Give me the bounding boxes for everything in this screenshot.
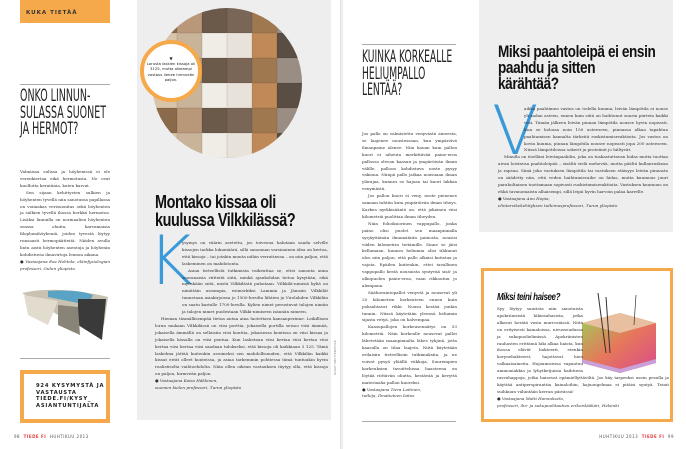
divider	[20, 358, 110, 359]
cat-face-tile	[227, 108, 252, 133]
paragraph	[497, 306, 669, 396]
cat-face-tile	[202, 8, 227, 33]
teen-title: Miksi teini haisee?	[497, 292, 561, 303]
promo-box[interactable]	[20, 370, 110, 423]
right-page	[343, 0, 686, 449]
answerer: ● Vastaajana Kaisa Häkkinen, suomen kielen professori, Turun yliopisto	[155, 378, 242, 391]
cat-face-tile	[202, 83, 227, 108]
cat-face-tile	[202, 108, 227, 133]
paragraph: Minulla on itselläni leivänpaahdin, joka on tuskastuttavan hidas mutta tuottaa aivan loistavaa paahtoleipää – sisältä vielä mehevää, mutta päältä kullanruskeaa ja rapeaa. Siinä joko vastuksen lämpötila tai vastuksen etäisyys leivän pinnasta on säädetty niin, että veden haihtumisvaihe on hidas, mutta kuumuus juuri parahultainen tuottamaan sopivasti ruskistumisreaktioita. Vastuksen kuumuus on ehkä tavanomaista alhaisempi, sillä leipä hyvin harvoin palaa karrelle.	[498, 154, 668, 194]
issue: HUHTIKUU 2013	[599, 434, 639, 439]
cat-face-tile	[227, 83, 252, 108]
helium-title: KUINKA KORKEALLE HELIUMPALLO LENTÄÄ?	[362, 47, 453, 100]
drop-cap: K	[148, 222, 193, 301]
answerer-title: professori, iho- ja sukupuolitautien erikoislääkäri, Helsinki	[497, 402, 620, 408]
cat-face-tile	[252, 83, 277, 108]
divider	[20, 84, 110, 85]
answerer: ● Vastaajana Esa Hohtola, eläinfysiologian professori, Oulun yliopisto	[20, 258, 110, 271]
feather-body	[20, 169, 110, 273]
paragraph: ysymys on väärin asetettu, jos toiveena halutaan saada selville kissojen tarkka lukumäärä, sillä sanonnan varsinainen idea on kertoa, että kissoja – tai jotakin muuta niihin verrattavaa – on niin paljon, että laskeminen on mahdotonta.	[182, 240, 328, 266]
page-number: 99	[667, 434, 674, 439]
feather-title: ONKO LINNUN-SULASSA SUONET JA HERMOT?	[20, 86, 107, 139]
cat-caption-bubble	[140, 40, 202, 102]
answerer: ● Vastaajana Anu Hopia, elintarvikekehityksen tutkimusprofessori, Turun yliopisto	[498, 195, 618, 208]
paragraph: Kaasupallojen korkeusennätys on 53 kilometriä. Näin korkealle nousevat pallot lähetetään maanpinnalta lähes tyhjinä, jotta kaasulla on tilaa laajeta. Niitä käytetään erilaisiin tieteellisiin tutkimuksiin, ja ne voivat pysyä yläällä viikkoja. Suurempien korkeuksien tavoittelussa haasteena on löytää riittävän ohutta, kestävää ja kevyttä materiaalia pallon kuoreksi.	[362, 324, 457, 385]
helium-body	[362, 131, 457, 400]
paragraph: Jos pallo on valmistettu venyvästä aineesta, se laajenee noustessaan, kun ympäröivä ilmanpaine alenee. Niin kauan kuin pallon kuori ei aiheuta merkittävää paine-eroa pallossa olevan kaasun ja ympäröivän ilman välille, palloon kohdistuva noste pysyy vakiona. Niinpä pallo jatkaa nousuaan ilman ylärajaa, kunnes se hajoaa tai kuori lakkaa venymästä.	[362, 131, 457, 192]
divider	[362, 44, 456, 45]
cat-face-tile	[202, 133, 227, 158]
paragraph: aikka paahtimen vastus on todella kuuma, leivän lämpötila ei nouse yli sadan asteen, ennen kuin siitä on haihtunut suurin piirtein kaikki vesi. Tämän jälkeen leivän pinnan lämpötila nousee hyvin nopeasti. Kun se kohoaa noin 150 asteeseen, pinnassa alkaa tapahtua paahtamisen kannalta tärkeitä ruskistumisreaktioita. Jos vastus on kovin kuuma, pinnan lämpötila nousee nopeasti jopa 200 asteeseen. Niissä lämpötiloissa sokerit ja proteiinit jo hiiltyvät.	[524, 106, 668, 153]
paragraph: Näin folioikuorinen vappupallo, jonka paino olisi puolet sen maanpinnalla syrjäyttämän ilmamäärän painosta, nousisi viiden kilometrin tietämille. Sinne se jäisi kellumaan, kunnes heliumia olisi tihkunut ulos niin paljon, että pallo alkaisi kutistua ja vajota. Epäilen kuitenkin, ettei tavallinen vappupallo kestä nousuista syntyvää sisä- ja ulkopuolen paine-eroa, vaan rikkoutuu jo alempana.	[362, 220, 457, 288]
section-tag: KUKA TIETÄÄ	[20, 0, 110, 23]
page-footer	[599, 434, 674, 439]
brand: TIEDE FI	[23, 434, 47, 439]
toast-title: Miksi paahtoleipä ei ensin paahdu ja sitten kärähtää?	[498, 42, 656, 93]
cat-face-tile	[177, 108, 202, 133]
cat-face-tile	[277, 58, 302, 83]
cats-title: Montako kissaa oli kuulussa Vilkkilässä?	[155, 192, 296, 230]
photo-credit: KUVAT SHUTTERSTOCK	[333, 340, 337, 375]
answerer-name: Vastaajana Tiera Laitinen,	[366, 386, 422, 392]
cat-face-tile	[252, 108, 277, 133]
issue: HUHTIKUU 2013	[49, 434, 89, 439]
cat-face-tile	[227, 133, 252, 158]
paragraph: Sen sijaan kehittyvien sulkien ja höyhenten tyvellä niin sanotussa papillassa on voimakas verisuonitus sekä höyhenten ja sulkien tyvellä ihossa herkkä hermotus. Lisäksi linnuilla on normaalien höyhenten seassa ohuita, karvamaisia filoplumihöyheniä, joiden tyvestä löytyy runsaasti hermopäätteitä. Näiden avulla lintu aistii höyhenten asentoja ja höyhenin kohdistuvia ilmavirtoja lennon aikana.	[20, 189, 110, 257]
teen-body	[497, 306, 669, 410]
drop-cap: V	[492, 92, 539, 171]
paragraph-text: Syy löytyy suurista niin sanotuista apokriinisistä hikirauhasista, jotka alkavat herätä vasta murrosiässä. Niitä on erityisesti kainaloissa, nivusseudussa ja sukupuolielimissä. Apokriinisten rauhasten erittämä hiki alkaa haista, kun ihossa elävät bakteerit, etenkin korynebakteerit, hajottavat hien valkuaisaineita. Hajoamisessa vapautuu ammoniakkia ja lyhytketjuisia haihtuvia rasvahappoja, jotka haisevat epämiellyttäviltä. Jos käy tarpeeksi usein pesulla ja käyttää antiperspiranttia kainaloihin, hajuongelmaa ei pitäisi syntyä. Teinit suihkuun vähintään kerran päivässä!	[497, 306, 669, 394]
cat-face-tile	[202, 33, 227, 58]
paragraph: Jos pallon kuori ei veny, noste pienenee samaan tahtiin kuin ympäröivän ilman tiheys. Karkea nyrkkisääntö on, että jokainen viisi kilometriä puolittaa ilman tiheyden.	[362, 193, 457, 219]
cat-face-tile	[202, 58, 227, 83]
cat-face-tile	[227, 8, 252, 33]
answerer-text: Vastaajana Esa Hohtola, eläinfysiologian professori, Oulun yliopisto	[20, 258, 110, 271]
bubble-text: Lorusta laskien kissoja oli 3125, mutta oikeampi vastaus lienee hirmvеän paljon.	[146, 61, 196, 82]
cat-face-tile	[227, 33, 252, 58]
cat-face-tile	[252, 58, 277, 83]
answerer-name: Vastaajana Kaisa Häkkinen,	[159, 378, 218, 384]
brand: TIEDE FI	[641, 434, 665, 439]
cat-face-tile	[227, 58, 252, 83]
answerer-title: suomen kielen professori, Turun yliopisto	[155, 385, 242, 391]
answerer: ● Vastaajana Matti Hannuksela, professori, iho- ja sukupuolitautien erikoislääkäri, Helsinki	[497, 395, 620, 408]
teen-box	[481, 268, 673, 422]
answerer-name: Vastaajana Anu Hopia,	[502, 195, 550, 201]
paragraph: Valmiissa sulissa ja höyhenissä ei ole verenkiertoa eikä hermotusta. Ne ovat kuollutta keratiinia, kuten karvat.	[20, 169, 110, 188]
bird-wing-image	[18, 285, 110, 343]
left-page	[0, 0, 341, 449]
answerer-title: tutkija, Ilmatieteen laitos	[362, 393, 415, 399]
arrow-down-icon: ▼	[169, 56, 173, 61]
answerer-name: Vastaajana Matti Hannuksela,	[501, 395, 565, 401]
answerer-title: elintarvikekehityksen tutkimusprofessori, Turun yliopisto	[498, 202, 618, 208]
paragraph: Hieman täsmällisempää tietoa antaa aina luotettava kansanperinne. Leikillisen lorun mukaan Vilkkilässä on viisi porttia, jokaisella portilla seisoo viisi ämmää, jokaisella ämmällä on sellaisiin viisi konttia, jokaisessa kontissa on viisi kissaa ja jokaisella kissalla on viisi pentua. Kun lasketaan viisi kertaa viisi kertaa viisi kertaa viisi kertaa viisi saadaan tulokseksi, että kissoja oli kaikkiaan 3 125. Tämä laskelma jättää kuitenkin avoimeksi sen mahdollisuuden, että Vilkkilän kaikki kissat eivät olleet konteissa, ja asiaa tarkemmin pohtiessa tämä tuntuukin hyvin realistiselta vaihtoehdolta. Näin ollen oikean vastauksen täytyy olla, että kissoja on paljon, hirmvеän paljon.	[155, 315, 328, 377]
page-footer	[14, 434, 89, 439]
toast-body	[498, 106, 668, 210]
answerer: ● Vastaajana Tiera Laitinen, tutkija, Ilmatieteen laitos	[362, 386, 422, 399]
cat-face-tile	[277, 83, 302, 108]
image-float-space	[583, 306, 669, 369]
cats-body	[155, 240, 328, 392]
page-number: 98	[14, 434, 21, 439]
paragraph: Asian tieteellistä tutkimista vaikeuttaa se, ettei sanonta anna suoranaisia viitteitä siitä, minkä ajankohdan tietoa kysytään, eikä myöskään siitä, mistä Vilkkilästä puhutaan. Vilkkilä-nimisiä kyliä on nimittäin useampia, esimerkiksi Lammin ja Jämsän Vilkkilät tunnetaan asiakirjoissa jo 1500-luvulta lähtien ja Virolahden Vilkkilän on saatu kartalle 1700-luvulla. Kylien nimet perustuvat talojen nimiin ja talojen nimet puolestaan Vilkki-nimiseen isännän nimeen.	[182, 267, 328, 315]
paragraph: Säähavaintopallot venyvät ja nousevat yli 20 kilometrin korkeuteen ennen kuin poksahtavat rikki. Nousu kestää jonkin tunnin. Niissä käytetään yleensä heliumin sijasta vetyä, joka on halvempaa.	[362, 289, 457, 323]
cat-face-tile	[252, 33, 277, 58]
promo-text: 924 KYSYMYSTÄ JA VASTAUSTA TIEDE.FI/KYSY_ ASIANTUNTIJALTA	[36, 383, 105, 409]
divider	[362, 421, 456, 422]
